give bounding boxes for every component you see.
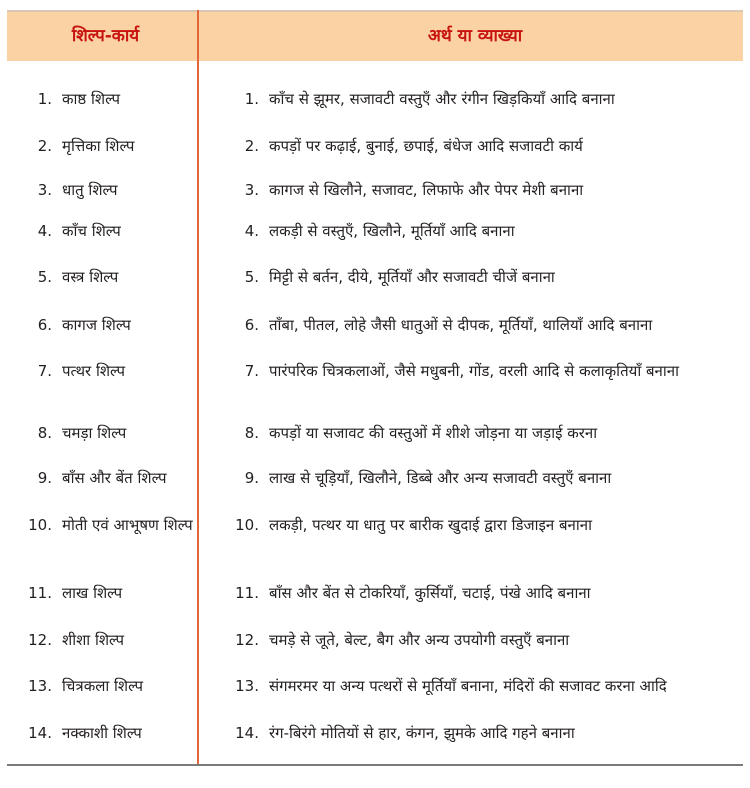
craft-number: 6.: [37, 316, 52, 334]
craft-table: [7, 10, 743, 742]
craft-cell: [7, 718, 202, 748]
craft-name: बाँस और बेंत शिल्प: [62, 469, 167, 487]
craft-number: 10.: [28, 516, 52, 534]
craft-name: शीशा शिल्प: [62, 631, 124, 649]
craft-name: लाख शिल्प: [62, 584, 123, 602]
meaning-cell: [219, 625, 739, 655]
meaning-text: संगमरमर या अन्य पत्थरों से मूर्तियाँ बनाना, मंदिरों की सजावट करना आदि: [269, 677, 667, 695]
meaning-cell: [219, 671, 739, 701]
craft-number: 2.: [37, 137, 52, 155]
craft-number: 8.: [37, 424, 52, 442]
meaning-text: लाख से चूड़ियाँ, खिलौने, डिब्बे और अन्य सजावटी वस्तुएँ बनाना: [269, 469, 612, 487]
craft-cell: [7, 84, 202, 114]
meaning-text: लकड़ी, पत्थर या धातु पर बारीक खुदाई द्वारा डिजाइन बनाना: [269, 516, 592, 534]
craft-cell: [7, 418, 202, 448]
meaning-cell: [219, 175, 739, 205]
craft-name: नक्काशी शिल्प: [62, 724, 142, 742]
craft-name: पत्थर शिल्प: [62, 362, 125, 380]
craft-cell: [7, 310, 202, 340]
header-craft: शिल्प-कार्य: [71, 26, 140, 46]
craft-number: 5.: [37, 268, 52, 286]
table-bottom-rule: [7, 764, 743, 766]
meaning-text: कागज से खिलौने, सजावट, लिफाफे और पेपर मेशी बनाना: [269, 181, 584, 199]
table-header: [7, 10, 743, 61]
meaning-cell: [219, 262, 739, 292]
meaning-number: 8.: [244, 424, 259, 442]
meaning-text: पारंपरिक चित्रकलाओं, जैसे मधुबनी, गोंड, वरली आदि से कलाकृतियाँ बनाना: [269, 362, 679, 380]
meaning-cell: [219, 216, 739, 246]
meaning-cell: [219, 418, 739, 448]
meaning-number: 11.: [235, 584, 259, 602]
craft-name: मोती एवं आभूषण शिल्प: [62, 516, 193, 534]
craft-cell: [7, 262, 202, 292]
meaning-number: 10.: [235, 516, 259, 534]
meaning-cell: [219, 131, 739, 161]
meaning-text: कपड़ों पर कढ़ाई, बुनाई, छपाई, बंधेज आदि सजावटी कार्य: [269, 137, 583, 155]
craft-cell: [7, 216, 202, 246]
meaning-text: बाँस और बेंत से टोकरियाँ, कुर्सियाँ, चटाई, पंखे आदि बनाना: [269, 584, 591, 602]
meaning-cell: [219, 510, 739, 540]
craft-number: 3.: [37, 181, 52, 199]
craft-name: चमड़ा शिल्प: [62, 424, 127, 442]
craft-cell: [7, 175, 202, 205]
meaning-number: 3.: [244, 181, 259, 199]
meaning-cell: [219, 718, 739, 748]
meaning-text: काँच से झूमर, सजावटी वस्तुएँ और रंगीन खिड़कियाँ आदि बनाना: [269, 90, 615, 108]
meaning-number: 14.: [235, 724, 259, 742]
meaning-cell: [219, 356, 739, 386]
craft-number: 1.: [37, 90, 52, 108]
craft-number: 7.: [37, 362, 52, 380]
craft-number: 4.: [37, 222, 52, 240]
craft-name: कागज शिल्प: [62, 316, 131, 334]
header-meaning: अर्थ या व्याख्या: [427, 26, 523, 46]
meaning-cell: [219, 463, 739, 493]
craft-name: धातु शिल्प: [62, 181, 118, 199]
meaning-number: 12.: [235, 631, 259, 649]
meaning-number: 6.: [244, 316, 259, 334]
meaning-text: ताँबा, पीतल, लोहे जैसी धातुओं से दीपक, मूर्तियाँ, थालियाँ आदि बनाना: [269, 316, 653, 334]
craft-cell: [7, 625, 202, 655]
meaning-number: 4.: [244, 222, 259, 240]
craft-number: 11.: [28, 584, 52, 602]
meaning-cell: [219, 310, 739, 340]
meaning-cell: [219, 578, 739, 608]
craft-number: 13.: [28, 677, 52, 695]
meaning-number: 7.: [244, 362, 259, 380]
craft-name: वस्त्र शिल्प: [62, 268, 119, 286]
meaning-number: 5.: [244, 268, 259, 286]
craft-cell: [7, 510, 202, 540]
craft-number: 14.: [28, 724, 52, 742]
meaning-number: 9.: [244, 469, 259, 487]
craft-cell: [7, 671, 202, 701]
craft-cell: [7, 578, 202, 608]
craft-cell: [7, 131, 202, 161]
craft-number: 12.: [28, 631, 52, 649]
column-divider: [197, 10, 199, 766]
meaning-number: 1.: [244, 90, 259, 108]
craft-cell: [7, 463, 202, 493]
meaning-cell: [219, 84, 739, 114]
meaning-number: 13.: [235, 677, 259, 695]
craft-name: चित्रकला शिल्प: [62, 677, 144, 695]
meaning-text: लकड़ी से वस्तुएँ, खिलौने, मूर्तियाँ आदि बनाना: [269, 222, 515, 240]
meaning-text: कपड़ों या सजावट की वस्तुओं में शीशे जोड़ना या जड़ाई करना: [269, 424, 598, 442]
craft-name: काँच शिल्प: [62, 222, 121, 240]
craft-name: मृत्तिका शिल्प: [62, 137, 135, 155]
craft-cell: [7, 356, 202, 386]
craft-name: काष्ठ शिल्प: [62, 90, 121, 108]
meaning-text: मिट्टी से बर्तन, दीये, मूर्तियाँ और सजावटी चीजें बनाना: [269, 268, 555, 286]
meaning-number: 2.: [244, 137, 259, 155]
craft-number: 9.: [37, 469, 52, 487]
meaning-text: रंग-बिरंगे मोतियों से हार, कंगन, झुमके आदि गहने बनाना: [269, 724, 575, 742]
meaning-text: चमड़े से जूते, बेल्ट, बैग और अन्य उपयोगी वस्तुएँ बनाना: [269, 631, 570, 649]
